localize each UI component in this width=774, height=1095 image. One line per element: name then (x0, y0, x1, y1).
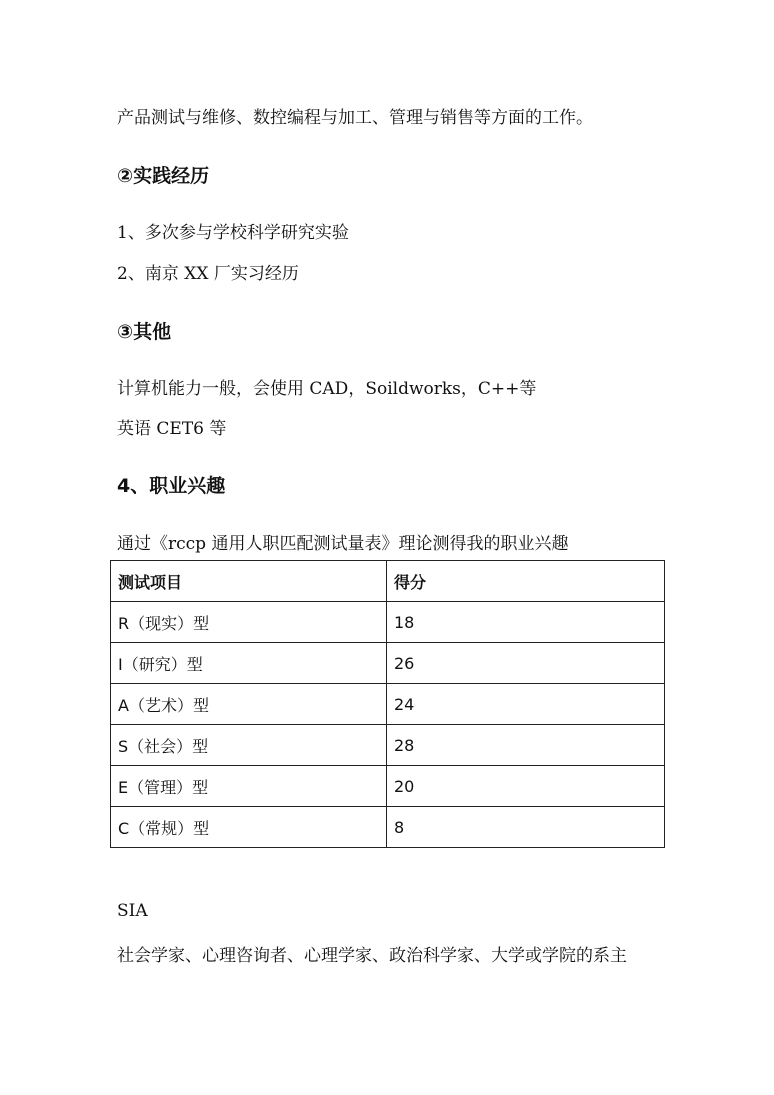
english-line: 英语 CET6 等 (117, 419, 227, 439)
table-row (111, 643, 665, 684)
table-row (111, 807, 665, 848)
other-heading: ③其他 (117, 321, 172, 343)
row-score: 18 (387, 602, 665, 643)
practice-item-2: 2、南京 XX 厂实习经历 (117, 264, 299, 284)
careers-line: 社会学家、心理咨询者、心理学家、政治科学家、大学或学院的系主 (117, 946, 627, 966)
header-test-item: 测试项目 (111, 561, 387, 602)
table-row (111, 602, 665, 643)
row-type: I（研究）型 (111, 643, 387, 684)
table-header-row (111, 561, 665, 602)
interest-score-table (110, 560, 665, 848)
row-score: 20 (387, 766, 665, 807)
row-type: A（艺术）型 (111, 684, 387, 725)
table-row (111, 766, 665, 807)
computer-skills-line: 计算机能力一般，会使用 CAD，Soildworks，C++等 (117, 379, 537, 399)
interest-heading: 4、职业兴趣 (117, 475, 226, 497)
row-score: 28 (387, 725, 665, 766)
table-row (111, 725, 665, 766)
table-row (111, 684, 665, 725)
row-score: 26 (387, 643, 665, 684)
interest-code: SIA (117, 901, 148, 921)
row-score: 24 (387, 684, 665, 725)
practice-item-1: 1、多次参与学校科学研究实验 (117, 223, 349, 243)
header-score: 得分 (387, 561, 665, 602)
practice-heading: ②实践经历 (117, 165, 210, 187)
row-type: E（管理）型 (111, 766, 387, 807)
intro-line: 产品测试与维修、数控编程与加工、管理与销售等方面的工作。 (117, 108, 593, 128)
row-score: 8 (387, 807, 665, 848)
row-type: S（社会）型 (111, 725, 387, 766)
row-type: R（现实）型 (111, 602, 387, 643)
row-type: C（常规）型 (111, 807, 387, 848)
interest-intro: 通过《rccp 通用人职匹配测试量表》理论测得我的职业兴趣 (117, 534, 569, 554)
